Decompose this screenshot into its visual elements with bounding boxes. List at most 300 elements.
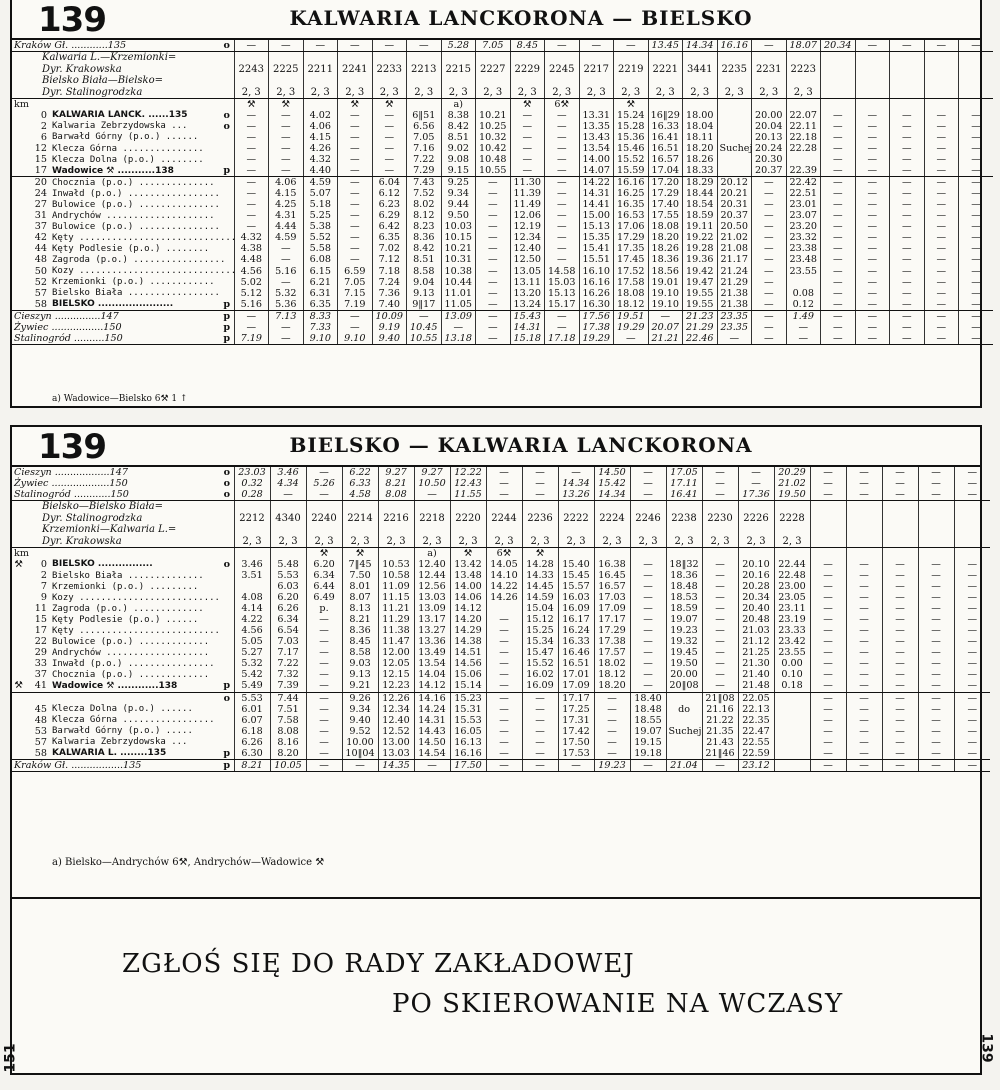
train-time: — bbox=[821, 110, 856, 121]
train-time: — bbox=[522, 715, 558, 726]
station-name: Barwałd Górny (p.o.) ..... bbox=[52, 725, 193, 736]
train-time: — bbox=[924, 110, 959, 121]
station-name: Klecza Górna ................. bbox=[52, 714, 215, 725]
blank-cell bbox=[630, 501, 666, 513]
train-time: 13.42 bbox=[450, 559, 486, 570]
train-time: 23.32 bbox=[786, 232, 821, 243]
train-time: 12.50 bbox=[510, 254, 545, 265]
blank-cell bbox=[522, 501, 558, 513]
connection-time: — bbox=[846, 478, 882, 489]
train-time: — bbox=[882, 614, 918, 625]
train-time: 21.16 bbox=[702, 704, 738, 715]
arrival-departure-mark bbox=[220, 636, 234, 647]
train-time: — bbox=[372, 143, 407, 154]
blank-cell bbox=[683, 52, 718, 64]
train-time: 19.10 bbox=[648, 299, 683, 311]
connection-time: — bbox=[752, 310, 787, 322]
train-time: — bbox=[269, 165, 304, 177]
connection-time: — bbox=[959, 40, 994, 52]
train-time: — bbox=[959, 143, 994, 154]
train-time: 15.45 bbox=[558, 570, 594, 581]
train-time: 16.26 bbox=[579, 288, 614, 299]
km-value: 2 bbox=[40, 570, 47, 582]
train-time: 12.34 bbox=[510, 232, 545, 243]
blank-cell bbox=[810, 524, 846, 536]
train-time: 15.13 bbox=[545, 288, 580, 299]
connection-time: — bbox=[545, 310, 580, 322]
train-time: — bbox=[846, 592, 882, 603]
connection-time: 22.46 bbox=[683, 333, 718, 345]
blank-cell bbox=[486, 501, 522, 513]
train-time: 12.06 bbox=[510, 210, 545, 221]
train-time: 20.00 bbox=[666, 669, 702, 680]
train-number: 2218 bbox=[414, 513, 450, 525]
train-time: 4.38 bbox=[234, 243, 269, 254]
train-time: 22.05 bbox=[738, 692, 774, 704]
train-time: 14.12 bbox=[450, 603, 486, 614]
train-time: — bbox=[269, 110, 304, 121]
station-row bbox=[12, 243, 993, 254]
train-time: — bbox=[821, 299, 856, 311]
train-symbol: ⚒ bbox=[306, 548, 342, 560]
train-time: — bbox=[306, 692, 342, 704]
train-symbol bbox=[234, 548, 270, 560]
facility-symbol bbox=[12, 669, 26, 680]
train-number: 2238 bbox=[666, 513, 702, 525]
connection-time: — bbox=[269, 40, 304, 52]
train-time: 23.11 bbox=[774, 603, 810, 614]
train-symbol: ⚒ bbox=[234, 99, 269, 111]
train-time: 8.42 bbox=[407, 243, 442, 254]
connection-station: Kraków Gł. ............135 bbox=[12, 40, 220, 52]
connection-time: 8.33 bbox=[303, 310, 338, 322]
train-time: — bbox=[954, 570, 990, 581]
train-time: — bbox=[810, 658, 846, 669]
train-time: 7.29 bbox=[407, 165, 442, 177]
train-time: 0.00 bbox=[774, 658, 810, 669]
train-time: — bbox=[752, 243, 787, 254]
connection-row bbox=[12, 489, 990, 501]
train-symbol bbox=[846, 548, 882, 560]
arrival-departure-mark bbox=[220, 570, 234, 581]
train-symbol: ⚒ bbox=[372, 99, 407, 111]
train-time: 0.12 bbox=[786, 299, 821, 311]
station-name: Kalwaria Zebrzydowska ... bbox=[52, 736, 188, 747]
connection-time: — bbox=[407, 310, 442, 322]
km-value: 22 bbox=[34, 636, 47, 648]
facility-symbol bbox=[12, 121, 26, 132]
train-symbol bbox=[407, 99, 442, 111]
train-time: — bbox=[846, 570, 882, 581]
train-time: — bbox=[821, 288, 856, 299]
arrival-departure-mark bbox=[220, 658, 234, 669]
train-time: 15.40 bbox=[558, 559, 594, 570]
connection-time: — bbox=[372, 40, 407, 52]
arrival-departure-mark: p bbox=[220, 759, 234, 771]
km-value: 24 bbox=[34, 188, 47, 200]
train-time: 6.23 bbox=[372, 199, 407, 210]
train-number: 2231 bbox=[752, 64, 787, 76]
train-time: 16.03 bbox=[558, 592, 594, 603]
train-time: — bbox=[890, 266, 925, 277]
arrival-departure-mark bbox=[220, 277, 234, 288]
train-time: 6.08 bbox=[303, 254, 338, 265]
connection-time: — bbox=[855, 40, 890, 52]
connection-time bbox=[774, 759, 810, 771]
connection-time: 15.42 bbox=[594, 478, 630, 489]
train-time: — bbox=[954, 704, 990, 715]
train-time: — bbox=[846, 737, 882, 748]
route-header-row bbox=[12, 87, 993, 99]
train-time: — bbox=[522, 704, 558, 715]
train-time: 21.30 bbox=[738, 658, 774, 669]
train-number bbox=[890, 64, 925, 76]
station-row bbox=[12, 232, 993, 243]
facility-symbol bbox=[12, 647, 26, 658]
station-row bbox=[12, 603, 990, 614]
train-time: — bbox=[890, 243, 925, 254]
blank-cell bbox=[414, 524, 450, 536]
facility-symbol bbox=[12, 221, 26, 232]
train-time: 13.43 bbox=[579, 132, 614, 143]
train-time: 12.40 bbox=[510, 243, 545, 254]
train-time: 19.55 bbox=[683, 299, 718, 311]
train-time: — bbox=[630, 625, 666, 636]
travel-class: 2, 3 bbox=[234, 536, 270, 548]
travel-class: 2, 3 bbox=[702, 536, 738, 548]
connection-time: — bbox=[810, 467, 846, 478]
connection-station: Stalinogród ..........150 bbox=[12, 333, 220, 345]
arrival-departure-mark bbox=[220, 243, 234, 254]
train-time: 8.16 bbox=[270, 737, 306, 748]
train-time: — bbox=[810, 581, 846, 592]
train-time: — bbox=[306, 715, 342, 726]
travel-class bbox=[954, 536, 990, 548]
train-time: 17.04 bbox=[648, 165, 683, 177]
connection-time: — bbox=[545, 40, 580, 52]
train-time: — bbox=[959, 199, 994, 210]
train-time: — bbox=[810, 692, 846, 704]
train-time: 14.24 bbox=[414, 704, 450, 715]
connection-time: 0.32 bbox=[234, 478, 270, 489]
train-time: — bbox=[476, 199, 511, 210]
blank-cell bbox=[855, 52, 890, 64]
route-line: Bielsko—Bielsko Biała= bbox=[42, 501, 164, 513]
connection-station: Cieszyn ...............147 bbox=[14, 310, 119, 322]
train-time: 10.32 bbox=[476, 132, 511, 143]
station-name: Bielsko Biała ................. bbox=[52, 287, 220, 298]
train-time: 8.01 bbox=[342, 581, 378, 592]
train-time: — bbox=[882, 581, 918, 592]
train-time: 6.26 bbox=[234, 737, 270, 748]
train-time: — bbox=[846, 692, 882, 704]
train-time: 19.47 bbox=[683, 277, 718, 288]
train-time bbox=[717, 121, 752, 132]
train-time: — bbox=[821, 188, 856, 199]
train-time: — bbox=[954, 647, 990, 658]
train-time: — bbox=[476, 299, 511, 311]
connection-time: — bbox=[918, 467, 954, 478]
train-time: 14.00 bbox=[450, 581, 486, 592]
train-time: 12.40 bbox=[378, 715, 414, 726]
train-time: 16.51 bbox=[648, 143, 683, 154]
travel-class: 2, 3 bbox=[630, 536, 666, 548]
connection-time: 10.05 bbox=[270, 759, 306, 771]
connection-time: — bbox=[846, 467, 882, 478]
arrival-departure-mark: o bbox=[223, 478, 230, 490]
train-time: 13.03 bbox=[378, 748, 414, 760]
train-time: 18.40 bbox=[630, 692, 666, 704]
connection-time: 10.50 bbox=[414, 478, 450, 489]
connection-row bbox=[12, 310, 993, 322]
train-time: — bbox=[821, 177, 856, 189]
train-time: 21.22 bbox=[702, 715, 738, 726]
train-time: 4.02 bbox=[303, 110, 338, 121]
connection-time: 19.29 bbox=[579, 333, 614, 345]
blank-cell bbox=[924, 75, 959, 87]
train-time: 15.03 bbox=[545, 277, 580, 288]
train-time: — bbox=[890, 188, 925, 199]
train-time: — bbox=[924, 254, 959, 265]
train-time: 9.04 bbox=[407, 277, 442, 288]
train-time: 8.12 bbox=[407, 210, 442, 221]
train-time: 14.16 bbox=[414, 692, 450, 704]
train-time: 13.00 bbox=[378, 737, 414, 748]
train-time: 5.05 bbox=[234, 636, 270, 647]
facility-symbol bbox=[12, 726, 26, 737]
train-symbol: ⚒ bbox=[342, 548, 378, 560]
train-time: 20.28 bbox=[738, 581, 774, 592]
train-time: — bbox=[486, 636, 522, 647]
train-time: — bbox=[338, 232, 373, 243]
train-time: 17.03 bbox=[594, 592, 630, 603]
connection-time: 17.50 bbox=[450, 759, 486, 771]
km-value: 44 bbox=[34, 243, 47, 255]
train-time: 6.56 bbox=[407, 121, 442, 132]
train-time: — bbox=[959, 266, 994, 277]
train-time: 5.32 bbox=[234, 658, 270, 669]
train-time: — bbox=[476, 232, 511, 243]
connection-time: 17.11 bbox=[666, 478, 702, 489]
blank-cell bbox=[959, 75, 994, 87]
train-time: 4.40 bbox=[303, 165, 338, 177]
train-time: 4.48 bbox=[234, 254, 269, 265]
train-time: 16.16 bbox=[614, 177, 649, 189]
train-time: 8.07 bbox=[342, 592, 378, 603]
facility-symbol bbox=[12, 592, 26, 603]
route-header-row bbox=[12, 75, 993, 87]
connection-time: — bbox=[924, 322, 959, 333]
train-time: — bbox=[234, 110, 269, 121]
connection-time: — bbox=[954, 489, 990, 501]
train-time: — bbox=[545, 232, 580, 243]
route-line: Kalwaria L.—Krzemionki= bbox=[42, 52, 177, 64]
train-time: — bbox=[594, 704, 630, 715]
blank-cell bbox=[918, 524, 954, 536]
train-time: 11.01 bbox=[441, 288, 476, 299]
travel-class: 2, 3 bbox=[683, 87, 718, 99]
train-time: 15.14 bbox=[450, 680, 486, 692]
train-number: 2211 bbox=[303, 64, 338, 76]
train-time: 15.41 bbox=[579, 243, 614, 254]
connection-time: 23.12 bbox=[738, 759, 774, 771]
travel-class: 2, 3 bbox=[522, 536, 558, 548]
connection-row bbox=[12, 478, 990, 489]
train-time: — bbox=[522, 748, 558, 760]
blank-cell bbox=[338, 75, 373, 87]
train-time: 6.18 bbox=[234, 726, 270, 737]
train-time: — bbox=[630, 658, 666, 669]
station-name: Zagroda (p.o.) ............. bbox=[52, 603, 204, 614]
train-time bbox=[234, 581, 270, 592]
arrival-departure-mark bbox=[220, 704, 234, 715]
train-time: — bbox=[594, 748, 630, 760]
train-time: 13.36 bbox=[414, 636, 450, 647]
train-time: 4.15 bbox=[303, 132, 338, 143]
train-time: 16.57 bbox=[594, 581, 630, 592]
train-time: 14.51 bbox=[450, 647, 486, 658]
train-time: 0.08 bbox=[786, 288, 821, 299]
train-time: 9.26 bbox=[342, 692, 378, 704]
train-time: 17.40 bbox=[648, 199, 683, 210]
train-time: 6.42 bbox=[372, 221, 407, 232]
symbols-row bbox=[12, 99, 993, 111]
train-time: 19.15 bbox=[630, 737, 666, 748]
train-time: — bbox=[954, 636, 990, 647]
train-time: 17.38 bbox=[594, 636, 630, 647]
route-line: Dyr. Stalinogrodzka bbox=[42, 512, 143, 524]
blank-cell bbox=[26, 99, 234, 111]
train-number: 2235 bbox=[717, 64, 752, 76]
facility-symbol bbox=[12, 299, 26, 311]
connection-station: Kraków Gł. .................135 bbox=[12, 759, 220, 771]
train-time: — bbox=[890, 199, 925, 210]
train-time: — bbox=[338, 188, 373, 199]
facility-symbol bbox=[12, 110, 26, 121]
train-time: — bbox=[234, 177, 269, 189]
connection-time: — bbox=[269, 333, 304, 345]
facility-symbol bbox=[12, 188, 26, 199]
train-time: — bbox=[846, 647, 882, 658]
travel-class: 2, 3 bbox=[450, 536, 486, 548]
train-time: — bbox=[954, 726, 990, 737]
connection-time: 20.29 bbox=[774, 467, 810, 478]
train-time: — bbox=[882, 658, 918, 669]
train-time: — bbox=[924, 210, 959, 221]
connection-time: 14.34 bbox=[558, 478, 594, 489]
arrival-departure-mark bbox=[220, 210, 234, 221]
station-name: Klecza Górna ............... bbox=[52, 143, 204, 154]
travel-class: 2, 3 bbox=[717, 87, 752, 99]
train-symbol: ⚒ bbox=[269, 99, 304, 111]
train-time: 13.09 bbox=[414, 603, 450, 614]
connection-time: — bbox=[545, 322, 580, 333]
travel-class: 2, 3 bbox=[666, 536, 702, 548]
train-time: — bbox=[486, 715, 522, 726]
travel-class bbox=[846, 536, 882, 548]
connection-time: — bbox=[786, 322, 821, 333]
train-time: — bbox=[821, 132, 856, 143]
train-time: — bbox=[510, 154, 545, 165]
train-time: 12.05 bbox=[378, 658, 414, 669]
blank-cell bbox=[306, 524, 342, 536]
blank-cell bbox=[717, 75, 752, 87]
blank-cell bbox=[774, 501, 810, 513]
km-value: 15 bbox=[34, 614, 47, 626]
train-time: 4.31 bbox=[269, 210, 304, 221]
connection-time: — bbox=[882, 489, 918, 501]
connection-time: — bbox=[338, 322, 373, 333]
facility-symbol bbox=[12, 165, 26, 177]
train-time: 15.13 bbox=[579, 221, 614, 232]
train-time: 14.58 bbox=[545, 266, 580, 277]
train-time: 18.08 bbox=[648, 221, 683, 232]
train-time: — bbox=[924, 154, 959, 165]
connection-time: — bbox=[855, 333, 890, 345]
train-time: — bbox=[882, 669, 918, 680]
train-time: — bbox=[855, 221, 890, 232]
connection-time: — bbox=[890, 322, 925, 333]
station-name: KALWARIA LANCK. ......135 bbox=[52, 110, 188, 121]
train-time: — bbox=[702, 559, 738, 570]
station-row bbox=[12, 647, 990, 658]
train-time: 15.06 bbox=[450, 669, 486, 680]
facility-symbol bbox=[12, 614, 26, 625]
train-symbol bbox=[717, 99, 752, 111]
train-time: 14.56 bbox=[450, 658, 486, 669]
train-time: — bbox=[821, 210, 856, 221]
train-time: 7.52 bbox=[407, 188, 442, 199]
train-time: 13.17 bbox=[414, 614, 450, 625]
train-time: 10.31 bbox=[441, 254, 476, 265]
blank-cell bbox=[959, 52, 994, 64]
connection-time: — bbox=[717, 333, 752, 345]
train-time: 16.30 bbox=[579, 299, 614, 311]
train-time: 16.35 bbox=[614, 199, 649, 210]
connection-time: — bbox=[924, 40, 959, 52]
blank-cell bbox=[924, 52, 959, 64]
station-name: Inwałd (p.o.) ................ bbox=[52, 658, 215, 669]
train-time: — bbox=[890, 299, 925, 311]
connection-time: 5.28 bbox=[441, 40, 476, 52]
train-time: 18.36 bbox=[648, 254, 683, 265]
train-time: — bbox=[959, 221, 994, 232]
train-time: — bbox=[890, 177, 925, 189]
blank-cell bbox=[407, 75, 442, 87]
train-time: 7.32 bbox=[270, 669, 306, 680]
train-time: — bbox=[338, 199, 373, 210]
blank-cell bbox=[774, 524, 810, 536]
train-time: — bbox=[855, 299, 890, 311]
train-time: 9.13 bbox=[407, 288, 442, 299]
train-time: — bbox=[855, 254, 890, 265]
train-number: 2246 bbox=[630, 513, 666, 525]
travel-class: 2, 3 bbox=[476, 87, 511, 99]
train-time: 15.28 bbox=[614, 121, 649, 132]
page-number-left: 151 bbox=[2, 1043, 19, 1073]
connection-time: — bbox=[918, 478, 954, 489]
train-time: 20.16 bbox=[738, 570, 774, 581]
train-time: — bbox=[545, 221, 580, 232]
travel-class bbox=[855, 87, 890, 99]
train-time: — bbox=[702, 658, 738, 669]
blank-cell bbox=[648, 75, 683, 87]
connection-time: — bbox=[821, 310, 856, 322]
station-row bbox=[12, 199, 993, 210]
station-name: Bulowice (p.o.) ............... bbox=[52, 199, 220, 210]
route-header-row bbox=[12, 524, 990, 536]
train-time: — bbox=[476, 188, 511, 199]
